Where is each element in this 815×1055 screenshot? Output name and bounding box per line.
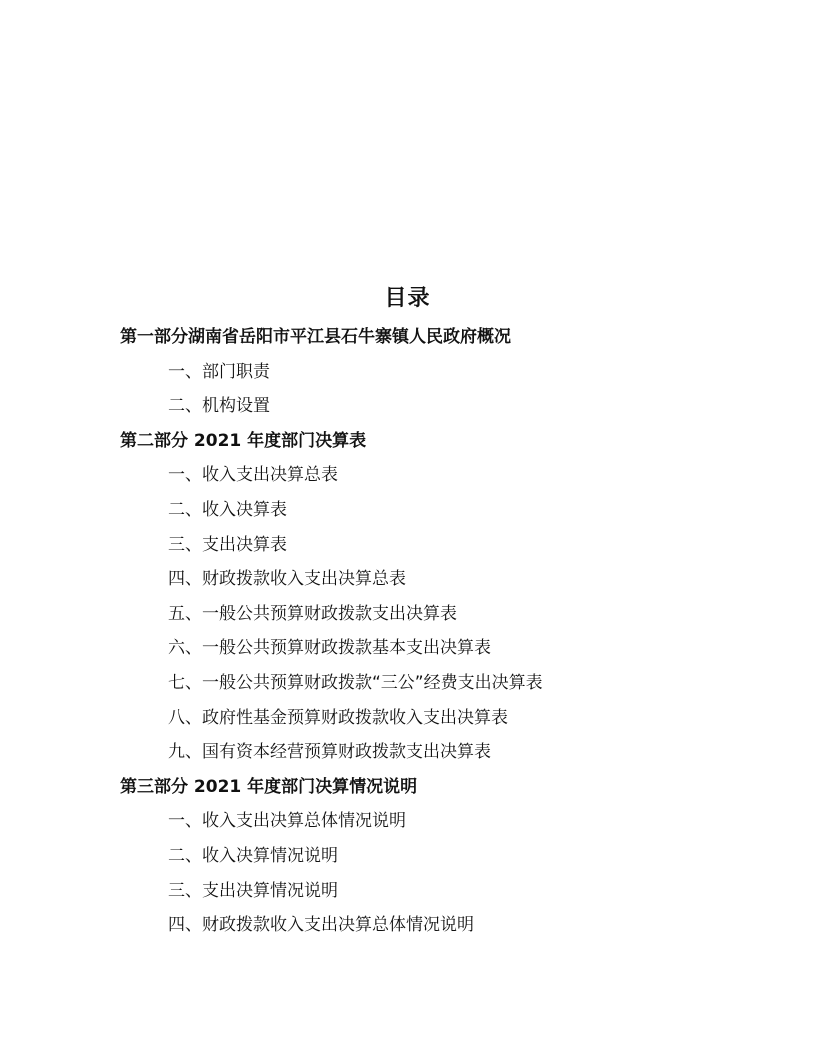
section-items xyxy=(120,804,780,942)
section-items xyxy=(120,355,780,424)
table-of-contents xyxy=(120,320,780,943)
toc-item: 九、国有资本经营预算财政拨款支出决算表 xyxy=(168,742,491,763)
section-heading: 第二部分 2021 年度部门决算表 xyxy=(120,430,367,451)
section-heading: 第三部分 2021 年度部门决算情况说明 xyxy=(120,776,418,797)
toc-item: 六、一般公共预算财政拨款基本支出决算表 xyxy=(168,638,491,659)
toc-item: 八、政府性基金预算财政拨款收入支出决算表 xyxy=(168,707,508,728)
toc-title: 目录 xyxy=(384,286,431,311)
toc-section-3 xyxy=(120,770,780,943)
section-heading: 第一部分湖南省岳阳市平江县石牛寨镇人民政府概况 xyxy=(120,327,511,347)
toc-item: 二、收入决算表 xyxy=(168,499,287,520)
toc-item: 三、支出决算表 xyxy=(168,534,287,555)
toc-item: 二、机构设置 xyxy=(168,396,270,417)
toc-item: 一、部门职责 xyxy=(168,361,270,382)
toc-item: 四、财政拨款收入支出决算总体情况说明 xyxy=(168,915,474,936)
toc-item: 四、财政拨款收入支出决算总表 xyxy=(168,569,406,590)
toc-section-1 xyxy=(120,320,780,424)
section-items xyxy=(120,458,780,769)
toc-item: 一、收入支出决算总表 xyxy=(168,465,338,486)
toc-item: 二、收入决算情况说明 xyxy=(168,845,338,866)
toc-item: 三、支出决算情况说明 xyxy=(168,880,338,901)
toc-item: 一、收入支出决算总体情况说明 xyxy=(168,811,406,832)
toc-item: 七、一般公共预算财政拨款“三公”经费支出决算表 xyxy=(168,672,543,693)
toc-section-2 xyxy=(120,424,780,770)
toc-item: 五、一般公共预算财政拨款支出决算表 xyxy=(168,603,457,624)
